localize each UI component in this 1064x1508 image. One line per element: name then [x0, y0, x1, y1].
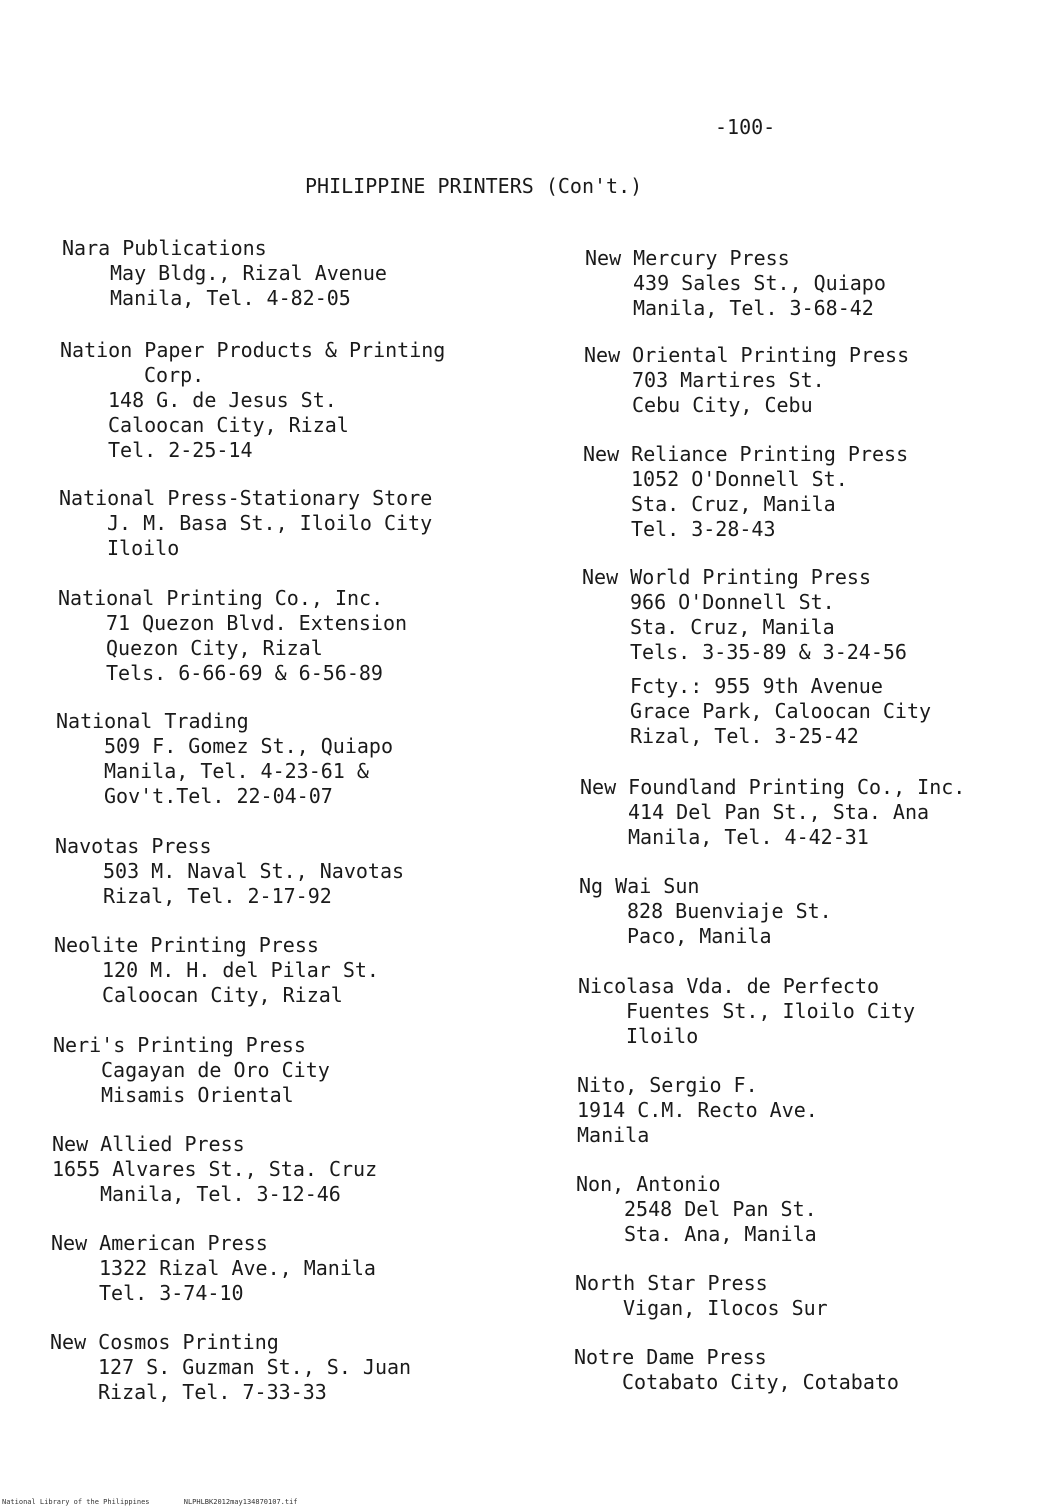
- scan-footer: [2, 1498, 328, 1506]
- entry-name: Non, Antonio: [576, 1172, 721, 1196]
- list-item: [60, 338, 445, 463]
- entry-factory-address: Grace Park, Caloocan City: [630, 699, 932, 723]
- list-item: [580, 775, 965, 850]
- list-item: [585, 246, 886, 321]
- entry-address: Paco, Manila: [627, 924, 772, 948]
- entry-phone: Tel. 2-25-14: [108, 438, 253, 462]
- list-item: [579, 874, 832, 949]
- entry-address: 503 M. Naval St., Navotas: [103, 859, 405, 883]
- entry-name: North Star Press: [575, 1271, 768, 1295]
- entry-address: Sta. Ana, Manila: [624, 1222, 817, 1246]
- entry-address: 1655 Alvares St., Sta. Cruz: [52, 1157, 378, 1181]
- entry-address: 509 F. Gomez St., Quiapo: [104, 734, 393, 758]
- entry-address: Iloilo: [107, 536, 180, 560]
- entry-phone: Manila, Tel. 4-42-31: [628, 825, 869, 849]
- entry-name: Notre Dame Press: [574, 1345, 767, 1369]
- entry-phone: Manila, Tel. 4-23-61 &: [104, 759, 369, 783]
- list-item: [584, 343, 909, 418]
- entry-address: Manila, Tel. 4-82-05: [110, 286, 351, 310]
- entry-name: Navotas Press: [55, 834, 212, 858]
- entry-address: 828 Buenviaje St.: [627, 899, 832, 923]
- list-item: [56, 709, 393, 809]
- entry-name: National Press-Stationary Store: [59, 486, 433, 510]
- list-item: [58, 586, 407, 686]
- entry-phone: Manila, Tel. 3-12-46: [100, 1182, 341, 1206]
- entry-phone: Tel. 3-28-43: [631, 517, 776, 541]
- entry-address: Sta. Cruz, Manila: [630, 615, 835, 639]
- entry-address: 71 Quezon Blvd. Extension: [106, 611, 408, 635]
- entry-phone: Rizal, Tel. 7-33-33: [98, 1380, 327, 1404]
- entry-name: National Printing Co., Inc.: [58, 586, 384, 610]
- entry-address: Sta. Cruz, Manila: [631, 492, 836, 516]
- entry-address: Quezon City, Rizal: [106, 636, 323, 660]
- page-title: PHILIPPINE PRINTERS (Con't.): [305, 174, 643, 198]
- list-item: [53, 1033, 330, 1108]
- entry-address: Cebu City, Cebu: [632, 393, 813, 417]
- list-item: [62, 236, 387, 311]
- entry-address: Caloocan City, Rizal: [102, 983, 343, 1007]
- list-item: [575, 1271, 828, 1321]
- entry-address: 1052 O'Donnell St.: [631, 467, 848, 491]
- list-item: [577, 1073, 818, 1148]
- list-item: [51, 1231, 376, 1306]
- list-item: [55, 834, 404, 909]
- list-item: [50, 1330, 411, 1405]
- entry-name: National Trading: [56, 709, 249, 733]
- entry-address: J. M. Basa St., Iloilo City: [107, 511, 433, 535]
- list-item: [582, 565, 931, 749]
- entry-address: Misamis Oriental: [101, 1083, 294, 1107]
- entry-factory-phone: Rizal, Tel. 3-25-42: [630, 724, 859, 748]
- entry-name: New Mercury Press: [585, 246, 790, 270]
- entry-phone: Rizal, Tel. 2-17-92: [103, 884, 332, 908]
- entry-name: Nara Publications: [62, 236, 267, 260]
- entry-address: Cagayan de Oro City: [101, 1058, 330, 1082]
- list-item: [52, 1132, 377, 1207]
- entry-address: Cotabato City, Cotabato: [622, 1370, 899, 1394]
- entry-phone: Tels. 3-35-89 & 3-24-56: [630, 640, 907, 664]
- entry-address: 1914 C.M. Recto Ave.: [577, 1098, 818, 1122]
- entry-address: 148 G. de Jesus St.: [108, 388, 337, 412]
- entry-name: New Cosmos Printing: [50, 1330, 279, 1354]
- entry-phone: Tel. 3-74-10: [99, 1281, 244, 1305]
- entry-name: Nito, Sergio F.: [577, 1073, 758, 1097]
- entry-name: New Foundland Printing Co., Inc.: [580, 775, 966, 799]
- entry-address: May Bldg., Rizal Avenue: [110, 261, 387, 285]
- entry-name: New Reliance Printing Press: [583, 442, 909, 466]
- entry-address: 1322 Rizal Ave., Manila: [99, 1256, 376, 1280]
- list-item: [59, 486, 432, 561]
- entry-address: 127 S. Guzman St., S. Juan: [98, 1355, 412, 1379]
- entry-address: 703 Martires St.: [632, 368, 825, 392]
- entry-name: Neri's Printing Press: [53, 1033, 306, 1057]
- entry-address: Fuentes St., Iloilo City: [626, 999, 915, 1023]
- entry-address: 2548 Del Pan St.: [624, 1197, 817, 1221]
- footer-file: NLPHLBK2012may134870107.tif: [183, 1498, 298, 1506]
- entry-address: 966 O'Donnell St.: [630, 590, 835, 614]
- entry-name: New Allied Press: [52, 1132, 245, 1156]
- entry-name-continued: Corp.: [144, 363, 205, 387]
- entry-address: 439 Sales St., Quiapo: [633, 271, 886, 295]
- entry-factory-address: Fcty.: 955 9th Avenue: [630, 674, 883, 698]
- list-item: [574, 1345, 899, 1395]
- entry-address: Manila: [577, 1123, 650, 1147]
- entry-name: Nation Paper Products & Printing: [60, 338, 446, 362]
- footer-source: National Library of the Philippines: [2, 1498, 150, 1506]
- entry-address: Iloilo: [626, 1024, 699, 1048]
- entry-name: New World Printing Press: [582, 565, 871, 589]
- entry-address: 120 M. H. del Pilar St.: [102, 958, 379, 982]
- entry-name: New American Press: [51, 1231, 268, 1255]
- entry-phone: Tels. 6-66-69 & 6-56-89: [106, 661, 383, 685]
- list-item: [576, 1172, 817, 1247]
- entry-phone: Manila, Tel. 3-68-42: [633, 296, 874, 320]
- list-item: [54, 933, 379, 1008]
- entry-name: New Oriental Printing Press: [584, 343, 910, 367]
- entry-address: Vigan, Ilocos Sur: [623, 1296, 828, 1320]
- entry-address: 414 Del Pan St., Sta. Ana: [628, 800, 930, 824]
- entry-phone: Gov't.Tel. 22-04-07: [104, 784, 333, 808]
- entry-name: Ng Wai Sun: [579, 874, 700, 898]
- entry-address: Caloocan City, Rizal: [108, 413, 349, 437]
- entry-name: Neolite Printing Press: [54, 933, 319, 957]
- entry-name: Nicolasa Vda. de Perfecto: [578, 974, 880, 998]
- page-number: -100-: [715, 115, 776, 139]
- list-item: [578, 974, 915, 1049]
- list-item: [583, 442, 908, 542]
